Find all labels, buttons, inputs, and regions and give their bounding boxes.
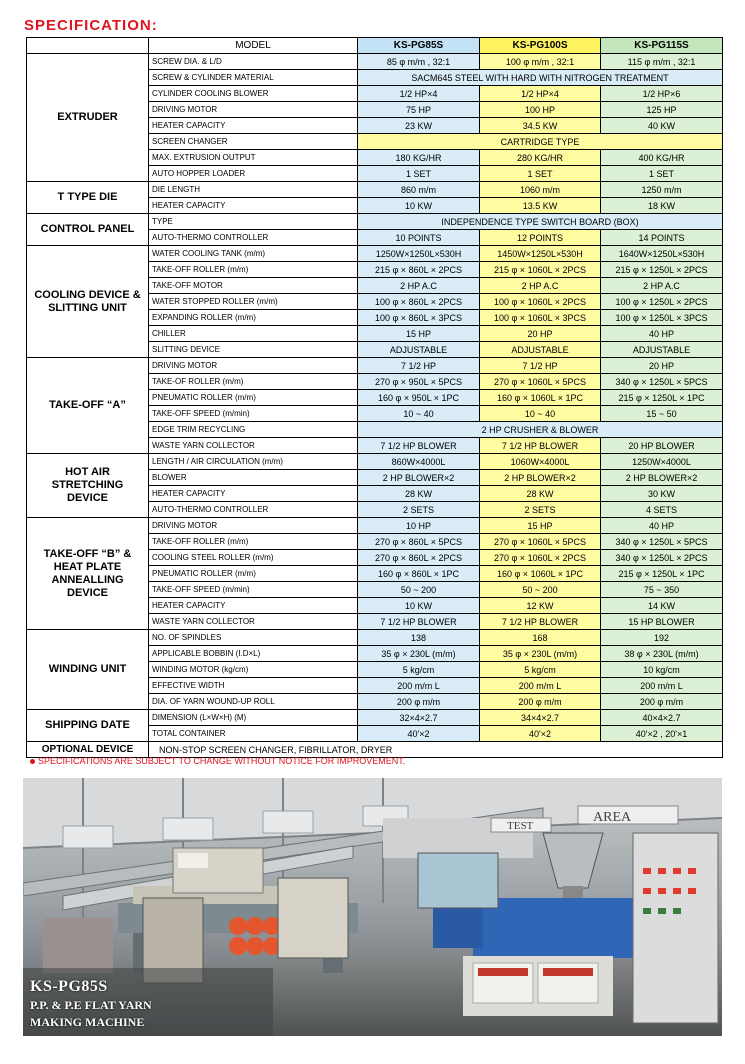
row-item: TYPE: [149, 214, 358, 230]
row-item: BLOWER: [149, 470, 358, 486]
header-model-2: KS-PG100S: [480, 38, 601, 54]
row-item: TAKE-OF ROLLER (m/m): [149, 374, 358, 390]
row-value-2: 15 HP: [480, 518, 601, 534]
row-item: HEATER CAPACITY: [149, 118, 358, 134]
row-value-3: 215 φ × 1250L × 2PCS: [601, 262, 723, 278]
row-value-1: 10 ~ 40: [358, 406, 480, 422]
row-value-3: 100 φ × 1250L × 2PCS: [601, 294, 723, 310]
group-extruder: EXTRUDER: [27, 54, 149, 182]
row-value-1: 32×4×2.7: [358, 710, 480, 726]
row-item: TAKE-OFF ROLLER (m/m): [149, 262, 358, 278]
row-value-1: 10 KW: [358, 598, 480, 614]
note-text: SPECIFICATIONS ARE SUBJECT TO CHANGE WITHOUT NOTICE FOR IMPROVEMENT.: [38, 756, 406, 766]
spec-table: [26, 37, 723, 758]
row-value-3: 1250 m/m: [601, 182, 723, 198]
row-value-1: 35 φ × 230L (m/m): [358, 646, 480, 662]
row-value-3: 1/2 HP×6: [601, 86, 723, 102]
row-value-1: 215 φ × 860L × 2PCS: [358, 262, 480, 278]
row-item: SCREW & CYLINDER MATERIAL: [149, 70, 358, 86]
row-value-2: 100 HP: [480, 102, 601, 118]
row-item: SCREW DIA. & L/D: [149, 54, 358, 70]
row-value-1: 7 1/2 HP: [358, 358, 480, 374]
row-value-3: 14 POINTS: [601, 230, 723, 246]
table-row: [27, 358, 723, 374]
row-value-1: ADJUSTABLE: [358, 342, 480, 358]
bullet-icon: [30, 759, 35, 764]
row-value-1: 270 φ × 860L × 5PCS: [358, 534, 480, 550]
row-item: HEATER CAPACITY: [149, 486, 358, 502]
group-t-type-die: T TYPE DIE: [27, 182, 149, 214]
disclaimer-note: [30, 756, 405, 766]
row-value-1: 10 HP: [358, 518, 480, 534]
row-value-1: 860W×4000L: [358, 454, 480, 470]
row-value-3: 40 KW: [601, 118, 723, 134]
row-merged-value: 2 HP CRUSHER & BLOWER: [358, 422, 723, 438]
row-value-1: 270 φ × 860L × 2PCS: [358, 550, 480, 566]
row-value-1: 2 SETS: [358, 502, 480, 518]
row-value-1: 160 φ × 860L × 1PC: [358, 566, 480, 582]
row-value-2: 50 ~ 200: [480, 582, 601, 598]
row-item: NO. OF SPINDLES: [149, 630, 358, 646]
row-value-3: 15 HP BLOWER: [601, 614, 723, 630]
row-value-2: 12 POINTS: [480, 230, 601, 246]
row-value-1: 15 HP: [358, 326, 480, 342]
row-value-3: 40 HP: [601, 326, 723, 342]
row-item: EXPANDING ROLLER (m/m): [149, 310, 358, 326]
row-value-3: 75 ~ 350: [601, 582, 723, 598]
row-value-1: 138: [358, 630, 480, 646]
row-value-1: 100 φ × 860L × 2PCS: [358, 294, 480, 310]
row-value-1: 160 φ × 950L × 1PC: [358, 390, 480, 406]
header-model: MODEL: [149, 38, 358, 54]
row-value-1: 75 HP: [358, 102, 480, 118]
row-item: TAKE-OFF SPEED (m/min): [149, 406, 358, 422]
row-value-2: 1450W×1250L×530H: [480, 246, 601, 262]
row-value-3: 20 HP: [601, 358, 723, 374]
row-item: TAKE-OFF MOTOR: [149, 278, 358, 294]
row-value-3: 340 φ × 1250L × 2PCS: [601, 550, 723, 566]
row-item: DIE LENGTH: [149, 182, 358, 198]
row-value-2: 13.5 KW: [480, 198, 601, 214]
row-value-1: 7 1/2 HP BLOWER: [358, 614, 480, 630]
caption-line-2: MAKING MACHINE: [30, 1015, 145, 1029]
row-item: PNEUMATIC ROLLER (m/m): [149, 390, 358, 406]
row-item: SCREEN CHANGER: [149, 134, 358, 150]
header-model-3: KS-PG115S: [601, 38, 723, 54]
row-value-1: 1/2 HP×4: [358, 86, 480, 102]
row-value-1: 50 ~ 200: [358, 582, 480, 598]
row-item: TOTAL CONTAINER: [149, 726, 358, 742]
row-value-2: 160 φ × 1060L × 1PC: [480, 566, 601, 582]
row-item: SLITTING DEVICE: [149, 342, 358, 358]
row-value-1: 28 KW: [358, 486, 480, 502]
row-value-3: 40 HP: [601, 518, 723, 534]
row-item: DRIVING MOTOR: [149, 518, 358, 534]
table-row: [27, 518, 723, 534]
row-value-3: 1250W×4000L: [601, 454, 723, 470]
row-item: DRIVING MOTOR: [149, 102, 358, 118]
row-value-3: 2 HP A.C: [601, 278, 723, 294]
row-value-2: 12 KW: [480, 598, 601, 614]
row-value-1: 7 1/2 HP BLOWER: [358, 438, 480, 454]
row-value-1: 200 m/m L: [358, 678, 480, 694]
row-value-2: 270 φ × 1060L × 2PCS: [480, 550, 601, 566]
row-merged-value: SACM645 STEEL WITH HARD WITH NITROGEN TREATMENT: [358, 70, 723, 86]
row-item: DRIVING MOTOR: [149, 358, 358, 374]
row-value-2: 34×4×2.7: [480, 710, 601, 726]
table-row: [27, 246, 723, 262]
row-value-3: 14 KW: [601, 598, 723, 614]
row-value-1: 23 KW: [358, 118, 480, 134]
row-value-2: 1 SET: [480, 166, 601, 182]
row-value-2: 200 m/m L: [480, 678, 601, 694]
group-cooling: COOLING DEVICE & SLITTING UNIT: [27, 246, 149, 358]
row-item: DIA. OF YARN WOUND-UP ROLL: [149, 694, 358, 710]
row-item: WATER COOLING TANK (m/m): [149, 246, 358, 262]
row-item: EDGE TRIM RECYCLING: [149, 422, 358, 438]
row-item: AUTO-THERMO CONTROLLER: [149, 230, 358, 246]
row-value-2: 270 φ × 1060L × 5PCS: [480, 374, 601, 390]
row-value-2: 280 KG/HR: [480, 150, 601, 166]
row-value-3: 115 φ m/m , 32:1: [601, 54, 723, 70]
row-value-3: 192: [601, 630, 723, 646]
row-value-3: 215 φ × 1250L × 1PC: [601, 566, 723, 582]
row-value-2: 1060W×4000L: [480, 454, 601, 470]
row-value-2: 7 1/2 HP BLOWER: [480, 438, 601, 454]
row-value-1: 200 φ m/m: [358, 694, 480, 710]
row-value-1: 85 φ m/m , 32:1: [358, 54, 480, 70]
table-row: [27, 182, 723, 198]
row-item: CHILLER: [149, 326, 358, 342]
row-value-1: 2 HP A.C: [358, 278, 480, 294]
row-value-1: 270 φ × 950L × 5PCS: [358, 374, 480, 390]
group-optional: OPTIONAL DEVICE: [27, 742, 149, 758]
row-value-2: 28 KW: [480, 486, 601, 502]
row-item: WINDING MOTOR (kg/cm): [149, 662, 358, 678]
row-value-2: 215 φ × 1060L × 2PCS: [480, 262, 601, 278]
row-value-2: 34.5 KW: [480, 118, 601, 134]
row-item: EFFECTIVE WIDTH: [149, 678, 358, 694]
group-shipping: SHIPPING DATE: [27, 710, 149, 742]
row-value-3: 200 m/m L: [601, 678, 723, 694]
row-item: COOLING STEEL ROLLER (m/m): [149, 550, 358, 566]
row-merged-value: INDEPENDENCE TYPE SWITCH BOARD (BOX): [358, 214, 723, 230]
row-value-2: 10 ~ 40: [480, 406, 601, 422]
row-value-3: 15 ~ 50: [601, 406, 723, 422]
row-item: TAKE-OFF SPEED (m/min): [149, 582, 358, 598]
row-value-2: 1/2 HP×4: [480, 86, 601, 102]
row-value-2: 20 HP: [480, 326, 601, 342]
row-value-2: 200 φ m/m: [480, 694, 601, 710]
row-value-2: 5 kg/cm: [480, 662, 601, 678]
group-winding: WINDING UNIT: [27, 630, 149, 710]
row-item: TAKE-OFF ROLLER (m/m): [149, 534, 358, 550]
row-value-2: ADJUSTABLE: [480, 342, 601, 358]
row-value-2: 270 φ × 1060L × 5PCS: [480, 534, 601, 550]
row-value-3: 40'×2 , 20'×1: [601, 726, 723, 742]
row-value-3: 18 KW: [601, 198, 723, 214]
table-row: [27, 630, 723, 646]
row-value-1: 2 HP BLOWER×2: [358, 470, 480, 486]
row-item: LENGTH / AIR CIRCULATION (m/m): [149, 454, 358, 470]
row-value-2: 1060 m/m: [480, 182, 601, 198]
group-hot-air: HOT AIR STRETCHING DEVICE: [27, 454, 149, 518]
row-value-1: 1250W×1250L×530H: [358, 246, 480, 262]
row-value-3: 125 HP: [601, 102, 723, 118]
row-value-1: 10 POINTS: [358, 230, 480, 246]
row-value-2: 35 φ × 230L (m/m): [480, 646, 601, 662]
row-item: HEATER CAPACITY: [149, 598, 358, 614]
row-value-1: 180 KG/HR: [358, 150, 480, 166]
row-value-1: 100 φ × 860L × 3PCS: [358, 310, 480, 326]
row-item: AUTO HOPPER LOADER: [149, 166, 358, 182]
table-row: [27, 214, 723, 230]
row-item: HEATER CAPACITY: [149, 198, 358, 214]
row-value-3: 20 HP BLOWER: [601, 438, 723, 454]
group-take-off-a: TAKE-OFF “A”: [27, 358, 149, 454]
row-value-3: 30 KW: [601, 486, 723, 502]
row-value-3: 2 HP BLOWER×2: [601, 470, 723, 486]
row-value-3: 4 SETS: [601, 502, 723, 518]
row-item: MAX. EXTRUSION OUTPUT: [149, 150, 358, 166]
row-value-3: ADJUSTABLE: [601, 342, 723, 358]
optional-devices: NON-STOP SCREEN CHANGER, FIBRILLATOR, DRYER: [149, 742, 723, 758]
table-row: [27, 454, 723, 470]
row-item: DIMENSION (L×W×H) (M): [149, 710, 358, 726]
row-value-2: 2 SETS: [480, 502, 601, 518]
row-value-2: 100 φ × 1060L × 2PCS: [480, 294, 601, 310]
row-value-3: 1 SET: [601, 166, 723, 182]
row-value-1: 860 m/m: [358, 182, 480, 198]
row-value-3: 215 φ × 1250L × 1PC: [601, 390, 723, 406]
row-value-2: 7 1/2 HP: [480, 358, 601, 374]
row-value-2: 7 1/2 HP BLOWER: [480, 614, 601, 630]
row-value-2: 168: [480, 630, 601, 646]
row-merged-value: CARTRIDGE TYPE: [358, 134, 723, 150]
table-header: [27, 38, 723, 54]
row-value-3: 40×4×2.7: [601, 710, 723, 726]
row-item: WASTE YARN COLLECTOR: [149, 614, 358, 630]
caption-line-1: P.P. & P.E FLAT YARN: [30, 998, 152, 1012]
row-item: AUTO-THERMO CONTROLLER: [149, 502, 358, 518]
row-value-3: 340 φ × 1250L × 5PCS: [601, 534, 723, 550]
row-item: CYLINDER COOLING BLOWER: [149, 86, 358, 102]
table-row: [27, 54, 723, 70]
row-value-3: 200 φ m/m: [601, 694, 723, 710]
table-row: [27, 710, 723, 726]
sign-area: AREA: [593, 810, 632, 825]
row-value-3: 38 φ × 230L (m/m): [601, 646, 723, 662]
row-value-2: 160 φ × 1060L × 1PC: [480, 390, 601, 406]
row-value-1: 40'×2: [358, 726, 480, 742]
row-value-1: 10 KW: [358, 198, 480, 214]
group-take-off-b: TAKE-OFF “B” & HEAT PLATE ANNEALLING DEVICE: [27, 518, 149, 630]
sign-test: TEST: [507, 820, 534, 832]
page-title: SPECIFICATION:: [24, 17, 158, 34]
row-value-1: 5 kg/cm: [358, 662, 480, 678]
row-value-2: 100 φ × 1060L × 3PCS: [480, 310, 601, 326]
row-value-3: 10 kg/cm: [601, 662, 723, 678]
row-value-2: 100 φ m/m , 32:1: [480, 54, 601, 70]
row-value-2: 2 HP A.C: [480, 278, 601, 294]
row-value-3: 1640W×1250L×530H: [601, 246, 723, 262]
row-value-3: 100 φ × 1250L × 3PCS: [601, 310, 723, 326]
caption-model: KS-PG85S: [30, 978, 108, 995]
header-model-1: KS-PG85S: [358, 38, 480, 54]
row-item: WASTE YARN COLLECTOR: [149, 438, 358, 454]
row-item: APPLICABLE BOBBIN (I.D×L): [149, 646, 358, 662]
group-control-panel: CONTROL PANEL: [27, 214, 149, 246]
row-item: WATER STOPPED ROLLER (m/m): [149, 294, 358, 310]
row-value-2: 2 HP BLOWER×2: [480, 470, 601, 486]
row-value-2: 40'×2: [480, 726, 601, 742]
row-value-3: 340 φ × 1250L × 5PCS: [601, 374, 723, 390]
row-item: PNEUMATIC ROLLER (m/m): [149, 566, 358, 582]
row-value-3: 400 KG/HR: [601, 150, 723, 166]
row-value-1: 1 SET: [358, 166, 480, 182]
